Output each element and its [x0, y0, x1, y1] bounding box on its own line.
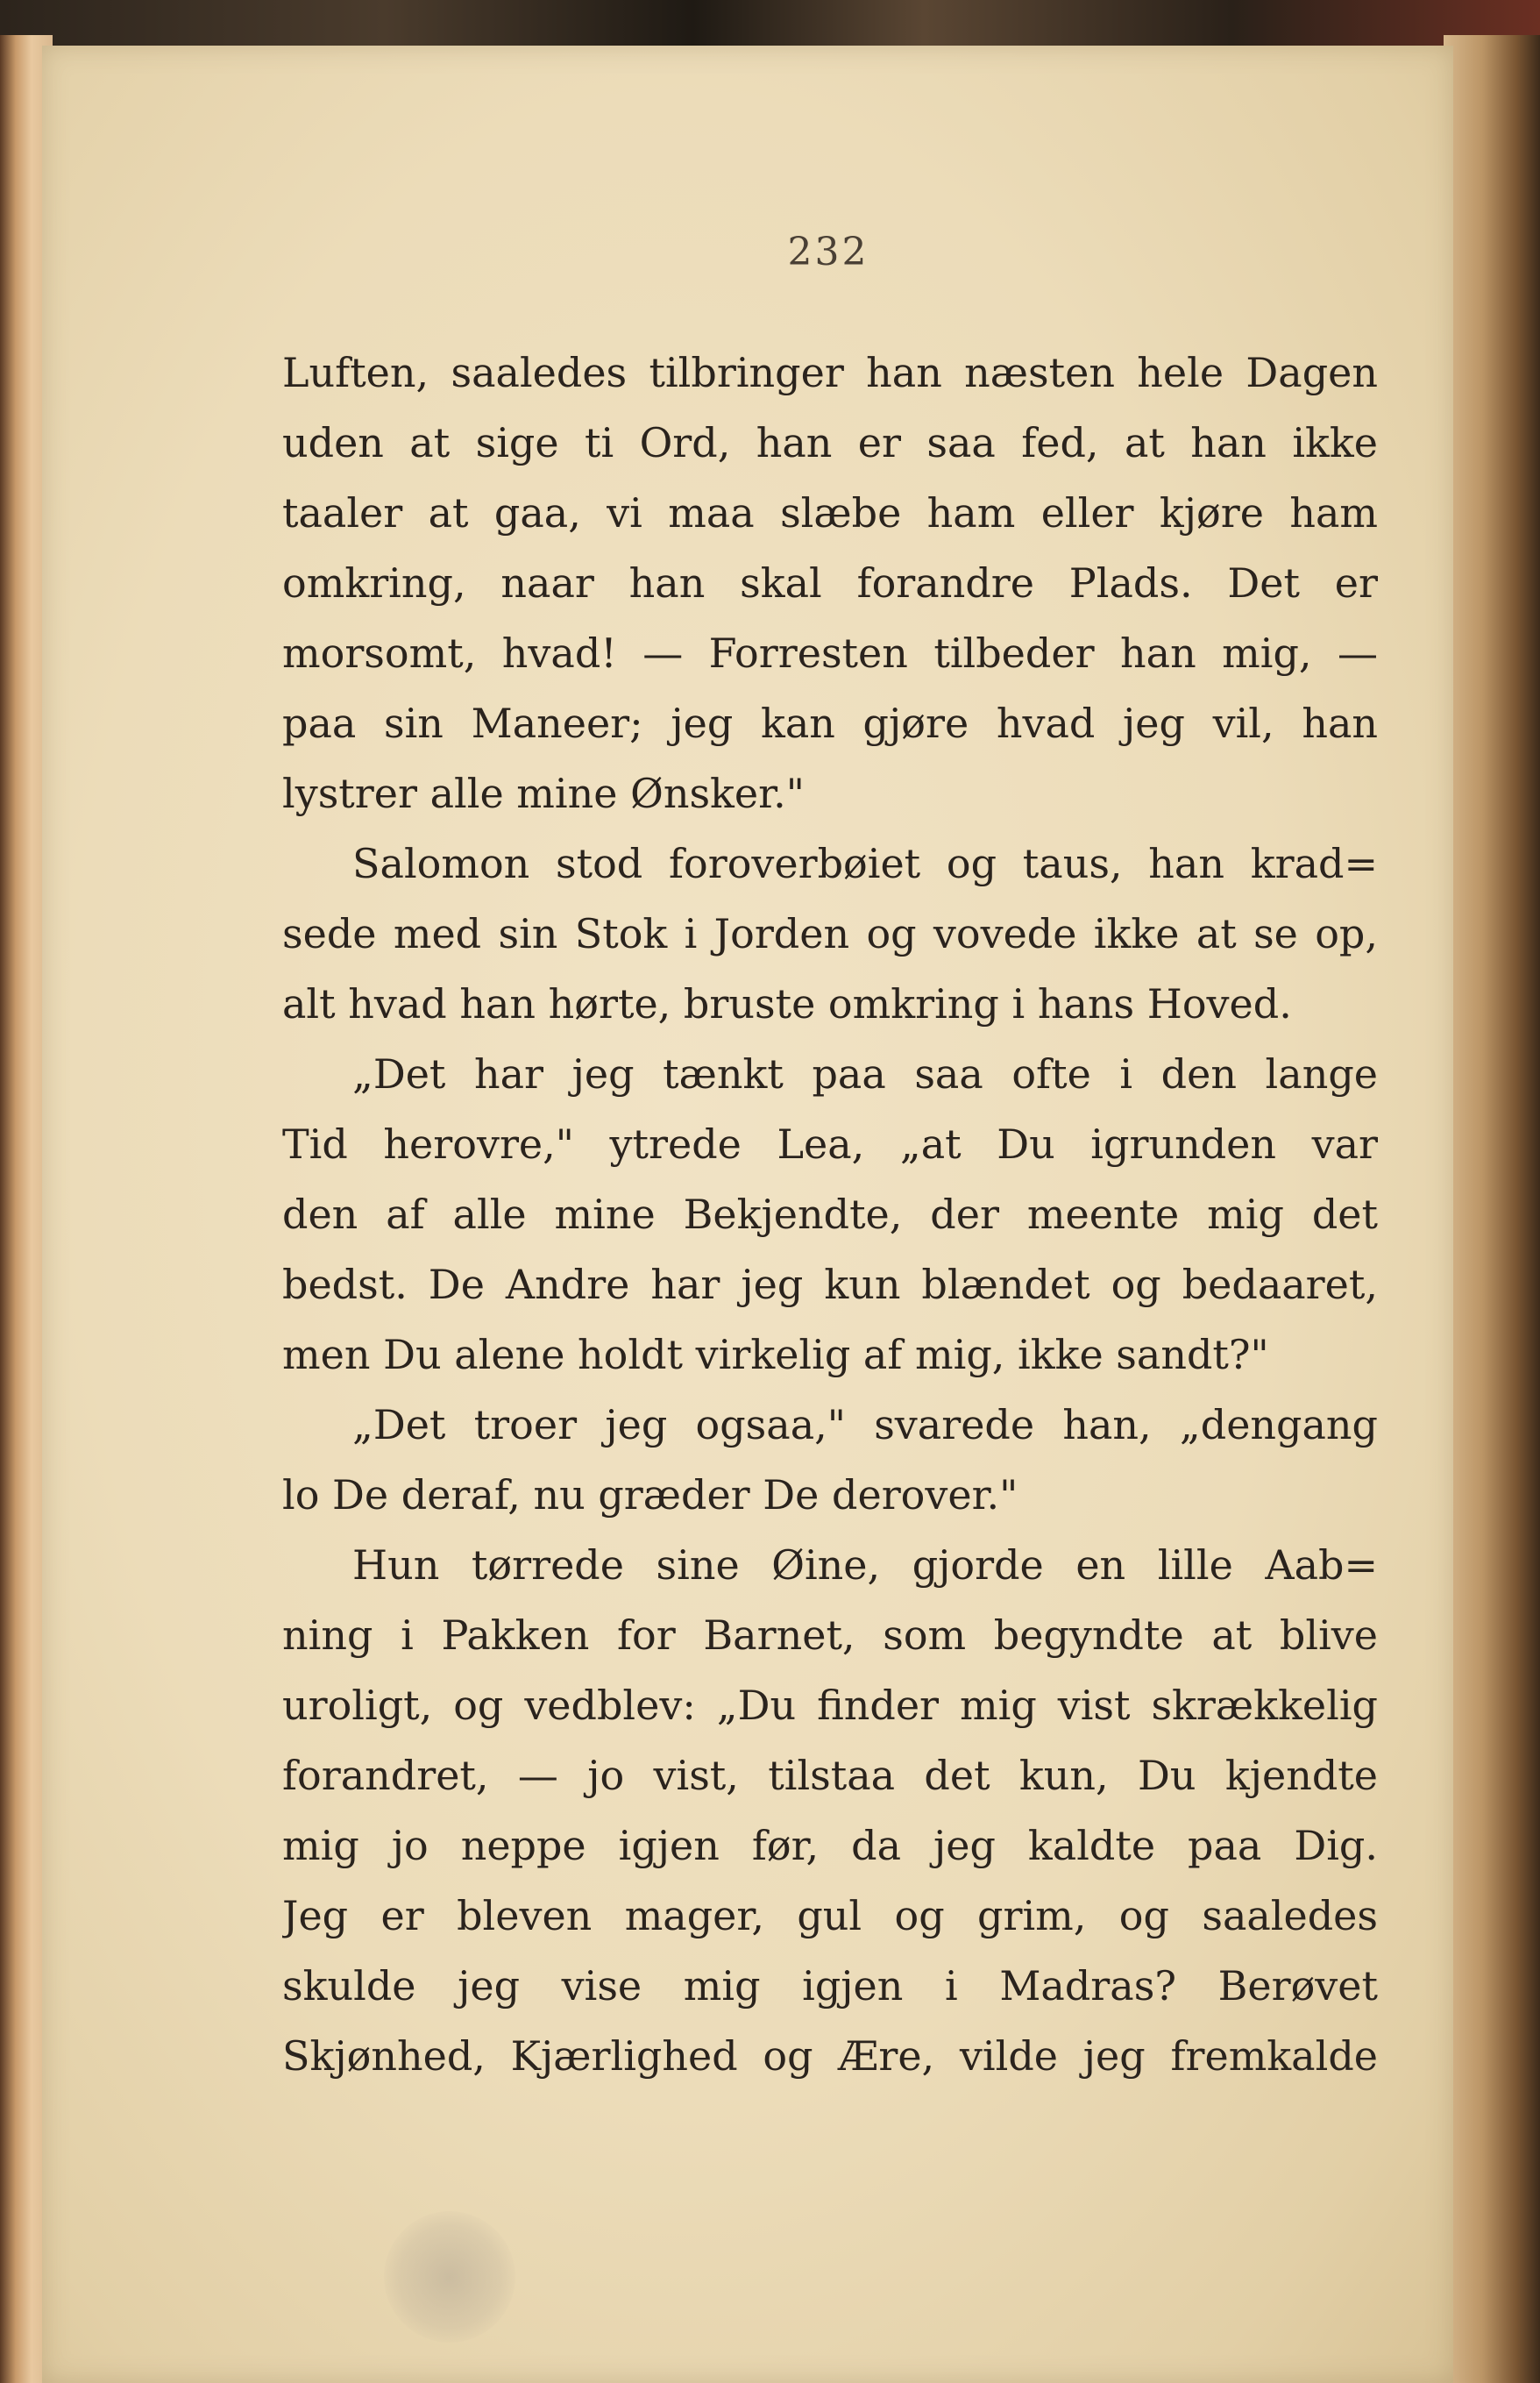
text-line: Jeg er bleven mager, gul og grim, og saaledes	[282, 1892, 1378, 1939]
text-line: Hun tørrede sine Øine, gjorde en lille Aab=	[352, 1541, 1378, 1589]
text-line: lo De deraf, nu græder De derover."	[282, 1471, 1018, 1519]
text-line: forandret, — jo vist, tilstaa det kun, Du kjendte	[282, 1752, 1378, 1799]
text-line: lystrer alle mine Ønsker."	[282, 770, 805, 817]
text-line: ning i Pakken for Barnet, som begyndte at blive	[282, 1611, 1378, 1659]
text-line: den af alle mine Bekjendte, der meente mig det	[282, 1191, 1378, 1238]
text-line: men Du alene holdt virkelig af mig, ikke sandt?"	[282, 1331, 1269, 1378]
page-smudge	[384, 2211, 515, 2343]
text-line: skulde jeg vise mig igjen i Madras? Berøvet	[282, 1962, 1378, 2010]
text-line: Tid herovre," ytrede Lea, „at Du igrunden var	[282, 1120, 1378, 1168]
text-line: mig jo neppe igjen før, da jeg kaldte paa Dig.	[282, 1822, 1378, 1869]
text-line: taaler at gaa, vi maa slæbe ham eller kjøre ham	[282, 489, 1378, 537]
text-line: Luften, saaledes tilbringer han næsten hele Dagen	[282, 349, 1378, 396]
text-line: morsomt, hvad! — Forresten tilbeder han mig, —	[282, 630, 1378, 677]
text-line: sede med sin Stok i Jorden og vovede ikke at se op,	[282, 910, 1378, 957]
text-line: omkring, naar han skal forandre Plads. Det er	[282, 559, 1378, 607]
book-binding-top	[0, 0, 1540, 51]
text-line: paa sin Maneer; jeg kan gjøre hvad jeg vil, han	[282, 700, 1378, 747]
text-line: bedst. De Andre har jeg kun blændet og bedaaret,	[282, 1261, 1378, 1308]
text-line: alt hvad han hørte, bruste omkring i hans Hoved.	[282, 980, 1292, 1028]
text-line: „Det har jeg tænkt paa saa ofte i den lange	[352, 1050, 1378, 1098]
text-line: Salomon stod foroverbøiet og taus, han krad=	[352, 840, 1378, 887]
page-number: 232	[787, 230, 869, 274]
text-line: „Det troer jeg ogsaa," svarede han, „dengang	[352, 1401, 1378, 1448]
page-edge-right	[1444, 35, 1540, 2383]
text-line: uden at sige ti Ord, han er saa fed, at han ikke	[282, 419, 1378, 466]
body-text	[282, 338, 1378, 2091]
text-line: Skjønhed, Kjærlighed og Ære, vilde jeg fremkalde	[282, 2032, 1378, 2080]
text-line: uroligt, og vedblev: „Du finder mig vist skrækkelig	[282, 1682, 1378, 1729]
